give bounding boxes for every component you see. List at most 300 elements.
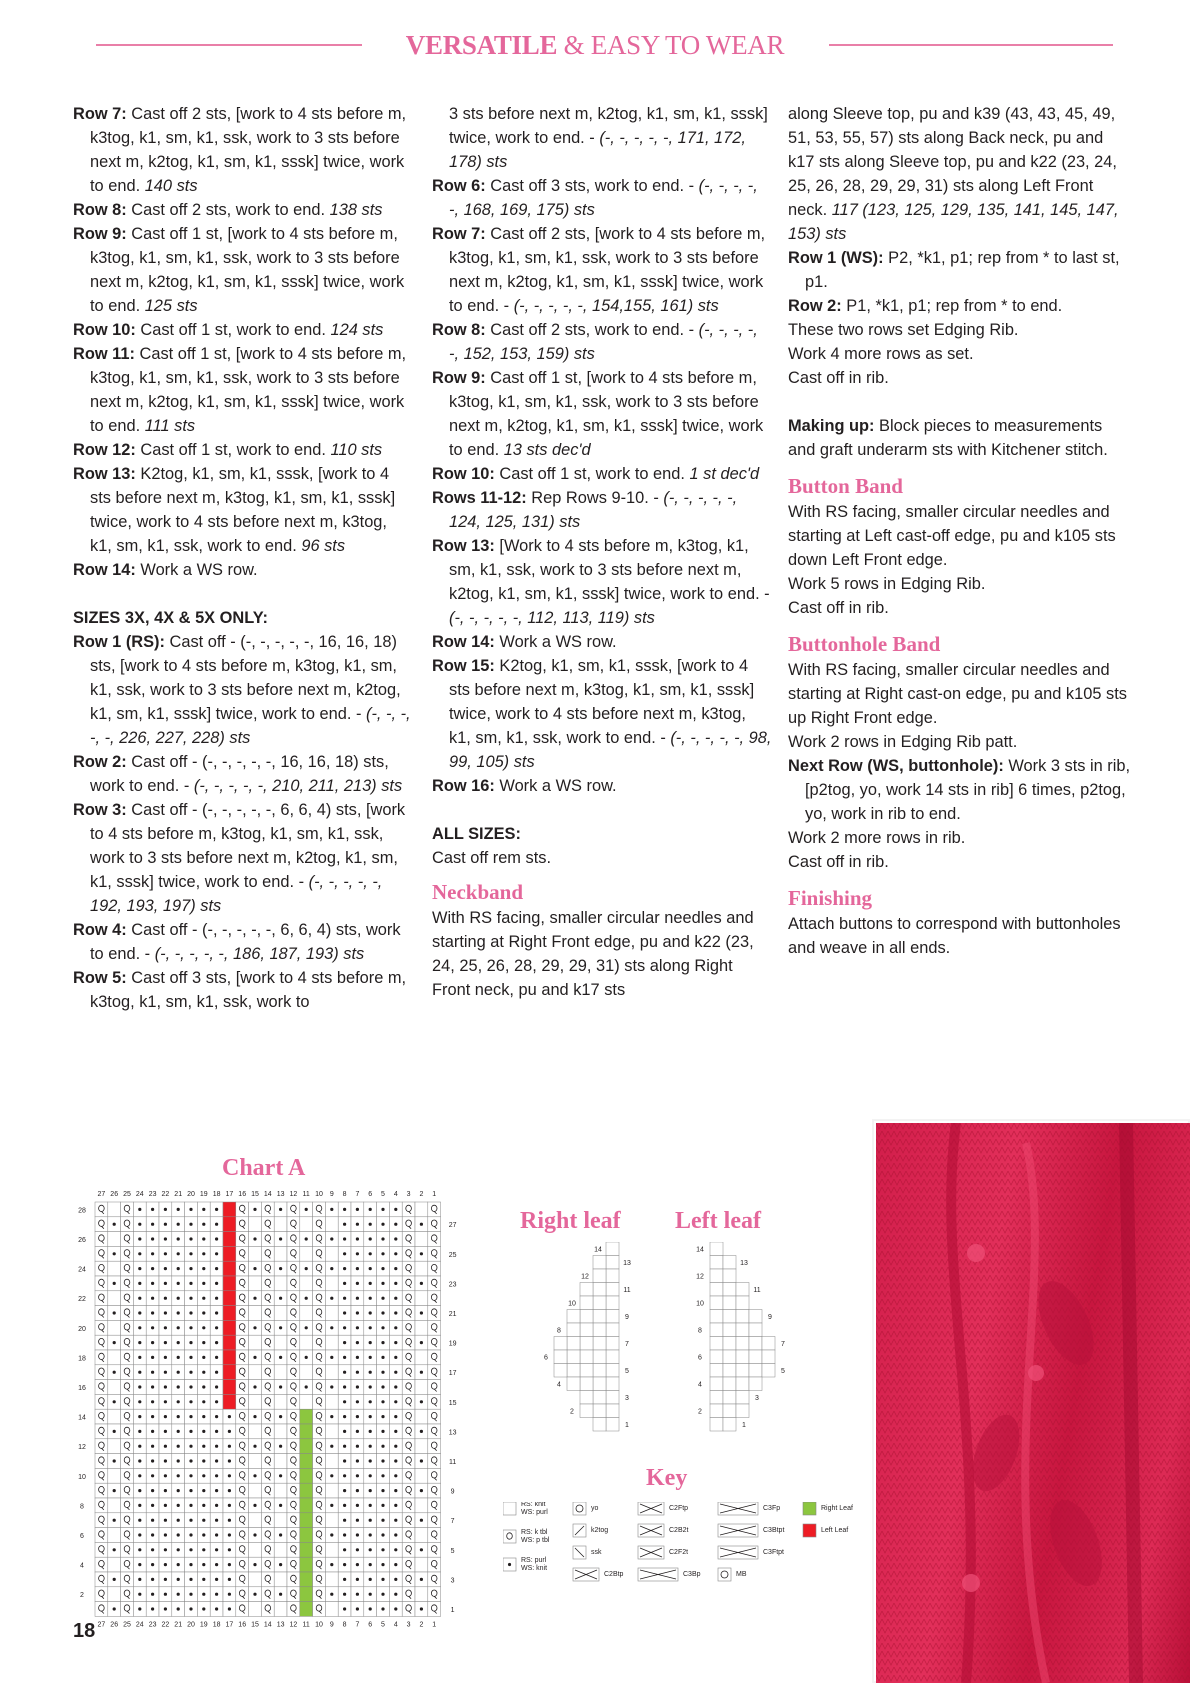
chart-cell: [313, 1454, 326, 1469]
chart-cell: [287, 1306, 300, 1321]
purl-dot: [330, 1208, 333, 1211]
purl-dot: [138, 1430, 141, 1433]
chart-cell: [95, 1587, 108, 1602]
chart-cell: [428, 1542, 441, 1557]
purl-dot: [177, 1593, 180, 1596]
chart-cell: [274, 1246, 287, 1261]
purl-dot: [113, 1400, 116, 1403]
chart-col-label: 20: [187, 1191, 195, 1198]
purl-dot: [279, 1563, 282, 1566]
leaf-row-label: 1: [742, 1422, 746, 1430]
chart-col-label: 2: [419, 1621, 424, 1629]
chart-cell: [313, 1483, 326, 1498]
purl-dot: [138, 1548, 141, 1551]
purl-dot: [394, 1267, 397, 1270]
purl-dot: [228, 1548, 231, 1551]
purl-dot: [279, 1415, 282, 1418]
purl-dot: [343, 1282, 346, 1285]
chart-cell: [95, 1602, 108, 1617]
chart-cell: [249, 1246, 262, 1261]
chart-cell: [402, 1602, 415, 1617]
purl-dot: [138, 1341, 141, 1344]
chart-cell: [223, 1335, 236, 1350]
purl-dot: [343, 1415, 346, 1418]
page-number: 18: [73, 1620, 96, 1642]
all-sizes-heading: ALL SIZES:: [432, 825, 521, 843]
chart-cell: [223, 1365, 236, 1380]
purl-dot: [369, 1533, 372, 1536]
purl-dot: [202, 1489, 205, 1492]
purl-dot: [381, 1208, 384, 1211]
chart-cell: [300, 1468, 313, 1483]
purl-dot: [253, 1326, 256, 1329]
chart-cell: [313, 1409, 326, 1424]
chart-cell: [287, 1439, 300, 1454]
purl-dot: [138, 1237, 141, 1240]
purl-dot: [151, 1415, 154, 1418]
chart-cell: [236, 1557, 249, 1572]
chart-col-label: 24: [135, 1621, 144, 1629]
purl-dot: [356, 1593, 359, 1596]
chart-cell: [108, 1232, 121, 1247]
chart-cell: [415, 1291, 428, 1306]
key-label: C3Bp: [683, 1571, 701, 1578]
purl-dot: [151, 1459, 154, 1462]
key-label: yo: [591, 1505, 599, 1512]
purl-dot: [215, 1371, 218, 1374]
leaf-cell: [710, 1269, 723, 1283]
purl-dot: [394, 1519, 397, 1522]
leaf-cell: [736, 1350, 749, 1364]
chart-cell: [428, 1572, 441, 1587]
purl-dot: [138, 1445, 141, 1448]
purl-dot: [253, 1563, 256, 1566]
purl-dot: [215, 1282, 218, 1285]
leaf-cell: [606, 1269, 619, 1283]
chart-col-label: 9: [329, 1621, 334, 1629]
leaf-cell: [710, 1350, 723, 1364]
leaf-cell: [736, 1310, 749, 1324]
purl-dot: [164, 1430, 167, 1433]
chart-cell: [236, 1320, 249, 1335]
purl-dot: [420, 1252, 423, 1255]
chart-col-label: 7: [355, 1621, 360, 1629]
purl-dot: [151, 1563, 154, 1566]
chart-cell: [415, 1261, 428, 1276]
purl-dot: [177, 1445, 180, 1448]
purl-dot: [394, 1237, 397, 1240]
purl-dot: [228, 1459, 231, 1462]
purl-dot: [164, 1252, 167, 1255]
leaf-cell: [762, 1350, 775, 1364]
chart-cell: [223, 1320, 236, 1335]
purl-dot: [420, 1459, 423, 1462]
purl-dot: [343, 1593, 346, 1596]
purl-dot: [381, 1593, 384, 1596]
chart-cell: [313, 1306, 326, 1321]
purl-dot: [369, 1445, 372, 1448]
purl-dot: [151, 1252, 154, 1255]
leaf-cell: [593, 1391, 606, 1405]
chart-cell: [223, 1217, 236, 1232]
purl-dot: [202, 1252, 205, 1255]
purl-dot: [343, 1563, 346, 1566]
purl-dot: [228, 1489, 231, 1492]
chart-cell: [236, 1232, 249, 1247]
leaf-cell: [749, 1377, 762, 1391]
chart-cell: [261, 1261, 274, 1276]
chart-cell: [402, 1454, 415, 1469]
leaf-cell: [593, 1323, 606, 1337]
purl-dot: [394, 1415, 397, 1418]
purl-dot: [394, 1223, 397, 1226]
purl-dot: [164, 1489, 167, 1492]
chart-cell: [121, 1572, 134, 1587]
chart-cell: [95, 1542, 108, 1557]
purl-dot: [356, 1385, 359, 1388]
chart-cell: [274, 1424, 287, 1439]
chart-cell: [223, 1261, 236, 1276]
chart-cell: [300, 1276, 313, 1291]
chart-col-label: 12: [289, 1621, 298, 1629]
leaf-cell: [749, 1350, 762, 1364]
chart-col-label: 24: [135, 1191, 144, 1198]
chart-cell: [402, 1483, 415, 1498]
purl-dot: [189, 1489, 192, 1492]
purl-dot: [113, 1459, 116, 1462]
purl-dot: [343, 1578, 346, 1581]
col1-size-row-3: Row 4: Cast off - (-, -, -, -, -, 6, 6, 4) sts, work to end. - (-, -, -, -, -, 186, 187, 193) sts: [73, 921, 401, 963]
leaf-cell: [723, 1256, 736, 1270]
chart-row-label: 12: [78, 1444, 86, 1452]
chart-cell: [415, 1202, 428, 1217]
leaf-cell: [723, 1269, 736, 1283]
leaf-cell: [736, 1404, 749, 1418]
purl-dot: [215, 1533, 218, 1536]
purl-dot: [164, 1415, 167, 1418]
chart-cell: [402, 1542, 415, 1557]
chart-cell: [95, 1380, 108, 1395]
purl-dot: [164, 1474, 167, 1477]
chart-cell: [428, 1498, 441, 1513]
chart-cell: [108, 1468, 121, 1483]
chart-cell: [261, 1246, 274, 1261]
chart-cell: [95, 1217, 108, 1232]
chart-cell: [274, 1483, 287, 1498]
leaf-cell: [723, 1337, 736, 1351]
purl-dot: [228, 1445, 231, 1448]
chart-cell: [287, 1528, 300, 1543]
chart-cell: [313, 1365, 326, 1380]
purl-dot: [420, 1607, 423, 1610]
purl-dot: [356, 1237, 359, 1240]
chart-cell: [261, 1394, 274, 1409]
chart-cell: [325, 1513, 338, 1528]
chart-cell: [236, 1217, 249, 1232]
chart-cell: [249, 1335, 262, 1350]
chart-cell: [428, 1483, 441, 1498]
purl-dot: [356, 1459, 359, 1462]
purl-dot: [189, 1311, 192, 1314]
purl-dot: [228, 1519, 231, 1522]
chart-cell: [274, 1335, 287, 1350]
purl-dot: [394, 1297, 397, 1300]
chart-cell: [300, 1217, 313, 1232]
leaf-cell: [736, 1337, 749, 1351]
purl-dot: [177, 1282, 180, 1285]
chart-cell: [223, 1306, 236, 1321]
chart-cell: [261, 1468, 274, 1483]
purl-dot: [189, 1400, 192, 1403]
chart-cell: [121, 1394, 134, 1409]
purl-dot: [330, 1563, 333, 1566]
chart-col-label: 16: [238, 1191, 247, 1198]
chart-cell: [121, 1291, 134, 1306]
purl-dot: [177, 1563, 180, 1566]
chart-row-label: 21: [448, 1310, 457, 1318]
purl-dot: [369, 1223, 372, 1226]
leaf-cell: [606, 1283, 619, 1297]
chart-cell: [428, 1320, 441, 1335]
leaf-row-label: 3: [625, 1395, 629, 1403]
leaf-row-label: 8: [557, 1327, 561, 1335]
chart-cell: [402, 1202, 415, 1217]
purl-dot: [113, 1223, 116, 1226]
key-swatch-yo: [573, 1502, 586, 1515]
chart-cell: [261, 1528, 274, 1543]
purl-dot: [228, 1533, 231, 1536]
purl-dot: [164, 1533, 167, 1536]
chart-cell: [428, 1409, 441, 1424]
purl-dot: [394, 1504, 397, 1507]
leaf-cell: [580, 1350, 593, 1364]
header-title-rest: & EASY TO WEAR: [557, 30, 785, 60]
chart-cell: [313, 1335, 326, 1350]
purl-dot: [138, 1252, 141, 1255]
chart-cell: [236, 1335, 249, 1350]
purl-dot: [164, 1593, 167, 1596]
purl-dot: [330, 1415, 333, 1418]
chart-cell: [313, 1542, 326, 1557]
purl-dot: [253, 1385, 256, 1388]
leaf-cell: [580, 1404, 593, 1418]
chart-row-label: 10: [78, 1473, 86, 1481]
chart-cell: [287, 1498, 300, 1513]
purl-dot: [215, 1430, 218, 1433]
chart-cell: [274, 1217, 287, 1232]
purl-dot: [138, 1356, 141, 1359]
purl-dot: [356, 1400, 359, 1403]
purl-dot: [228, 1607, 231, 1610]
purl-dot: [189, 1578, 192, 1581]
chart-cell: [95, 1394, 108, 1409]
purl-dot: [330, 1474, 333, 1477]
chart-cell: [121, 1528, 134, 1543]
chart-cell: [300, 1572, 313, 1587]
chart-cell: [428, 1365, 441, 1380]
chart-cell: [261, 1439, 274, 1454]
purl-dot: [113, 1252, 116, 1255]
purl-dot: [253, 1474, 256, 1477]
chart-cell: [287, 1380, 300, 1395]
purl-dot: [177, 1415, 180, 1418]
purl-dot: [381, 1489, 384, 1492]
purl-dot: [202, 1297, 205, 1300]
chart-cell: [249, 1276, 262, 1291]
chart-cell: [402, 1528, 415, 1543]
chart-cell: [402, 1394, 415, 1409]
purl-dot: [394, 1459, 397, 1462]
leaf-cell: [567, 1310, 580, 1324]
purl-dot: [151, 1430, 154, 1433]
purl-dot: [420, 1578, 423, 1581]
chart-cell: [325, 1217, 338, 1232]
purl-dot: [369, 1385, 372, 1388]
chart-cell: [287, 1557, 300, 1572]
leaf-row-label: 13: [740, 1260, 748, 1268]
purl-dot: [356, 1533, 359, 1536]
col1-row-0: Row 7: Cast off 2 sts, [work to 4 sts before m, k3tog, k1, sm, k1, ssk, work to 3 sts before next m, k2tog, k1, sm, k1, sssk] twice, work to end. 140 sts: [73, 105, 407, 195]
chart-cell: [261, 1276, 274, 1291]
purl-dot: [381, 1371, 384, 1374]
key-label: RS: purl: [521, 1557, 547, 1564]
purl-dot: [305, 1267, 308, 1270]
purl-dot: [189, 1297, 192, 1300]
chart-cell: [402, 1232, 415, 1247]
chart-cell: [236, 1291, 249, 1306]
chart-cell: [415, 1587, 428, 1602]
purl-dot: [381, 1519, 384, 1522]
chart-cell: [121, 1261, 134, 1276]
purl-dot: [138, 1474, 141, 1477]
chart-col-label: 16: [238, 1621, 247, 1629]
chart-cell: [261, 1380, 274, 1395]
chart-col-label: 18: [212, 1191, 221, 1198]
chart-col-label: 17: [225, 1621, 234, 1629]
purl-dot: [369, 1519, 372, 1522]
purl-dot: [164, 1341, 167, 1344]
col1-rows-2: [73, 630, 413, 1014]
key-title: Key: [646, 1465, 688, 1491]
key-label: C2F2t: [669, 1549, 689, 1556]
purl-dot: [138, 1326, 141, 1329]
purl-dot: [215, 1459, 218, 1462]
chart-cell: [287, 1409, 300, 1424]
purl-dot: [420, 1519, 423, 1522]
chart-cell: [313, 1513, 326, 1528]
purl-dot: [202, 1504, 205, 1507]
chart-cell: [121, 1350, 134, 1365]
purl-dot: [356, 1504, 359, 1507]
purl-dot: [215, 1223, 218, 1226]
purl-dot: [177, 1548, 180, 1551]
purl-dot: [356, 1326, 359, 1329]
leaf-cell: [710, 1310, 723, 1324]
chart-cell: [236, 1454, 249, 1469]
purl-dot: [164, 1282, 167, 1285]
chart-cell: [121, 1365, 134, 1380]
chart-cell: [121, 1483, 134, 1498]
purl-dot: [253, 1267, 256, 1270]
purl-dot: [177, 1430, 180, 1433]
buttonhole-band-heading: Buttonhole Band: [788, 632, 941, 656]
chart-cell: [300, 1602, 313, 1617]
purl-dot: [215, 1415, 218, 1418]
chart-col-label: 1: [432, 1191, 437, 1198]
chart-col-label: 5: [381, 1191, 385, 1198]
chart-cell: [121, 1320, 134, 1335]
chart-col-label: 11: [302, 1621, 310, 1629]
chart-row-label: 26: [78, 1236, 86, 1244]
leaf-cell: [749, 1364, 762, 1378]
chart-cell: [261, 1350, 274, 1365]
chart-cell: [428, 1246, 441, 1261]
purl-dot: [394, 1445, 397, 1448]
chart-cell: [223, 1350, 236, 1365]
purl-dot: [164, 1519, 167, 1522]
chart-col-label: 7: [355, 1191, 360, 1198]
chart-cell: [261, 1572, 274, 1587]
chart-row-label: 9: [450, 1488, 455, 1496]
chart-cell: [325, 1483, 338, 1498]
buttonhole-line-2: Work 2 more rows in rib.: [788, 829, 966, 847]
chart-col-label: 25: [123, 1191, 131, 1198]
purl-dot: [381, 1563, 384, 1566]
chart-cell: [95, 1365, 108, 1380]
leaf-cell: [723, 1310, 736, 1324]
purl-dot: [202, 1459, 205, 1462]
purl-dot: [164, 1607, 167, 1610]
leaf-cell: [580, 1337, 593, 1351]
chart-cell: [95, 1528, 108, 1543]
chart-col-label: 15: [251, 1191, 259, 1198]
key-label: RS: knit: [521, 1502, 546, 1508]
purl-dot: [215, 1519, 218, 1522]
leaf-cell: [580, 1323, 593, 1337]
leaf-cell: [723, 1404, 736, 1418]
chart-cell: [325, 1572, 338, 1587]
purl-dot: [343, 1504, 346, 1507]
chart-col-label: 22: [161, 1621, 170, 1629]
chart-cell: [236, 1483, 249, 1498]
purl-dot: [113, 1578, 116, 1581]
purl-dot: [189, 1326, 192, 1329]
chart-cell: [249, 1217, 262, 1232]
chart-cell: [287, 1394, 300, 1409]
purl-dot: [356, 1208, 359, 1211]
chart-cell: [415, 1557, 428, 1572]
button-band-line-1: Work 5 rows in Edging Rib.: [788, 575, 986, 593]
leaf-cell: [593, 1364, 606, 1378]
left-leaf-title: Left leaf: [675, 1208, 761, 1234]
purl-dot: [369, 1400, 372, 1403]
leaf-cell: [606, 1337, 619, 1351]
purl-dot: [202, 1578, 205, 1581]
chart-cell: [223, 1276, 236, 1291]
chart-cell: [402, 1217, 415, 1232]
chart-cell: [261, 1232, 274, 1247]
col2-row-2: Row 8: Cast off 2 sts, work to end. - (-, -, -, -, -, 152, 153, 159) sts: [432, 321, 758, 363]
purl-dot: [189, 1533, 192, 1536]
purl-dot: [279, 1326, 282, 1329]
chart-cell: [121, 1276, 134, 1291]
chart-cell: [223, 1246, 236, 1261]
neckband-heading: Neckband: [432, 880, 524, 904]
purl-dot: [330, 1504, 333, 1507]
col1-size-row-0: Row 1 (RS): Cast off - (-, -, -, -, -, 16, 16, 18) sts, [work to 4 sts before m, k3tog, k1, sm, k1, ssk, work to 3 sts before next m, k2tog, k1, sm, k1, sssk] twice, work to end. - (-, -, -, -, -, 226, 227, 228) sts: [73, 633, 411, 747]
leaf-cell: [736, 1323, 749, 1337]
leaf-cell: [710, 1377, 723, 1391]
